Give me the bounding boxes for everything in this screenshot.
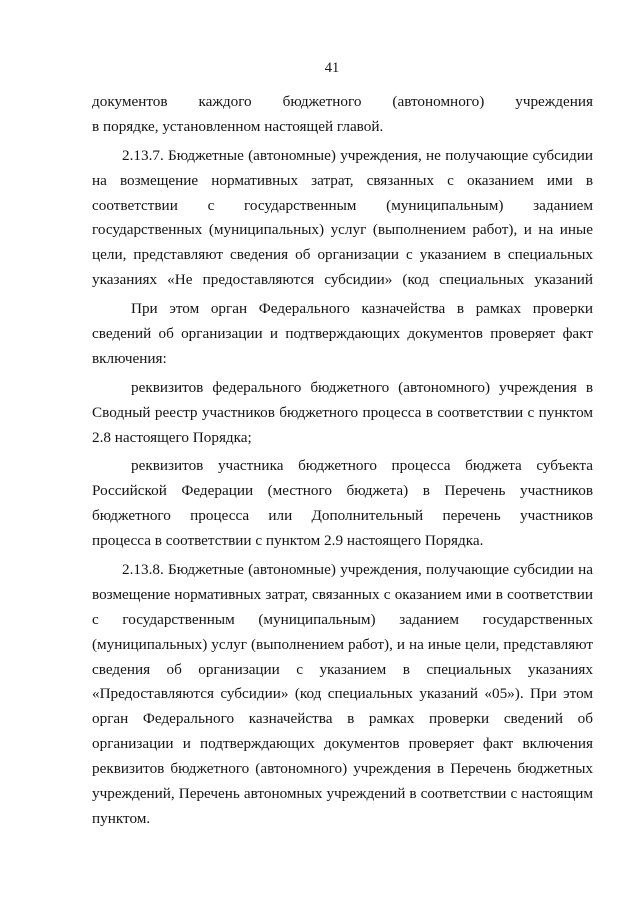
text-line: При этом орган Федерального казначейства в рамках проверки xyxy=(131,300,593,318)
page-number: 41 xyxy=(324,60,340,76)
text-line: указаниях «Не предоставляются субсидии» (код специальных указаний xyxy=(92,271,593,289)
text-line: «Предоставляются субсидии» (код специальных указаний «05»). При этом xyxy=(92,685,593,703)
text-line: с государственным (муниципальным) заданием государственных xyxy=(92,610,593,628)
text-line: возмещение нормативных затрат, связанных с оказанием ими в соответствии xyxy=(92,585,593,603)
text-line: учреждений, Перечень автономных учреждений в соответствии с настоящим xyxy=(92,785,593,803)
text-line: реквизитов бюджетного (автономного) учреждения в Перечень бюджетных xyxy=(92,760,593,778)
body-text xyxy=(92,90,593,832)
text-line: включения: xyxy=(92,349,167,367)
text-line: в порядке, установленном настоящей главой. xyxy=(92,117,384,135)
text-line: 2.8 настоящего Порядка; xyxy=(92,428,252,446)
text-line: процесса в соответствии с пунктом 2.9 настоящего Порядка. xyxy=(92,532,484,550)
text-line: на возмещение нормативных затрат, связанных с оказанием ими в xyxy=(92,171,593,189)
text-line: Сводный реестр участников бюджетного процесса в соответствии с пунктом xyxy=(92,403,593,421)
text-line: соответствии с государственным (муниципальным) заданием xyxy=(92,196,593,214)
text-line: организации и подтверждающих документов проверяет факт включения xyxy=(92,735,593,753)
text-line: орган Федерального казначейства в рамках проверки сведений об xyxy=(92,710,593,728)
text-line: государственных (муниципальных) услуг (выполнением работ), и на иные xyxy=(92,221,593,239)
text-line: сведений об организации и подтверждающих документов проверяет факт xyxy=(92,325,593,343)
text-line: реквизитов участника бюджетного процесса бюджета субъекта xyxy=(131,457,593,475)
text-line: 2.13.7. Бюджетные (автономные) учреждения, не получающие субсидии xyxy=(122,146,593,164)
text-line: бюджетного процесса или Дополнительный перечень участников xyxy=(92,507,593,525)
text-line: (муниципальных) услуг (выполнением работ), и на иные цели, представляют xyxy=(92,635,593,653)
text-line: документов каждого бюджетного (автономного) учреждения xyxy=(92,93,593,110)
text-line: 2.13.8. Бюджетные (автономные) учреждения, получающие субсидии на xyxy=(122,561,593,579)
text-line: Российской Федерации (местного бюджета) в Перечень участников xyxy=(92,482,593,500)
text-line: цели, представляют сведения об организации с указанием в специальных xyxy=(92,246,593,264)
text-line: реквизитов федерального бюджетного (автономного) учреждения в xyxy=(131,378,593,396)
text-line: пунктом. xyxy=(92,809,151,827)
text-line: сведения об организации с указанием в специальных указаниях xyxy=(92,660,593,678)
